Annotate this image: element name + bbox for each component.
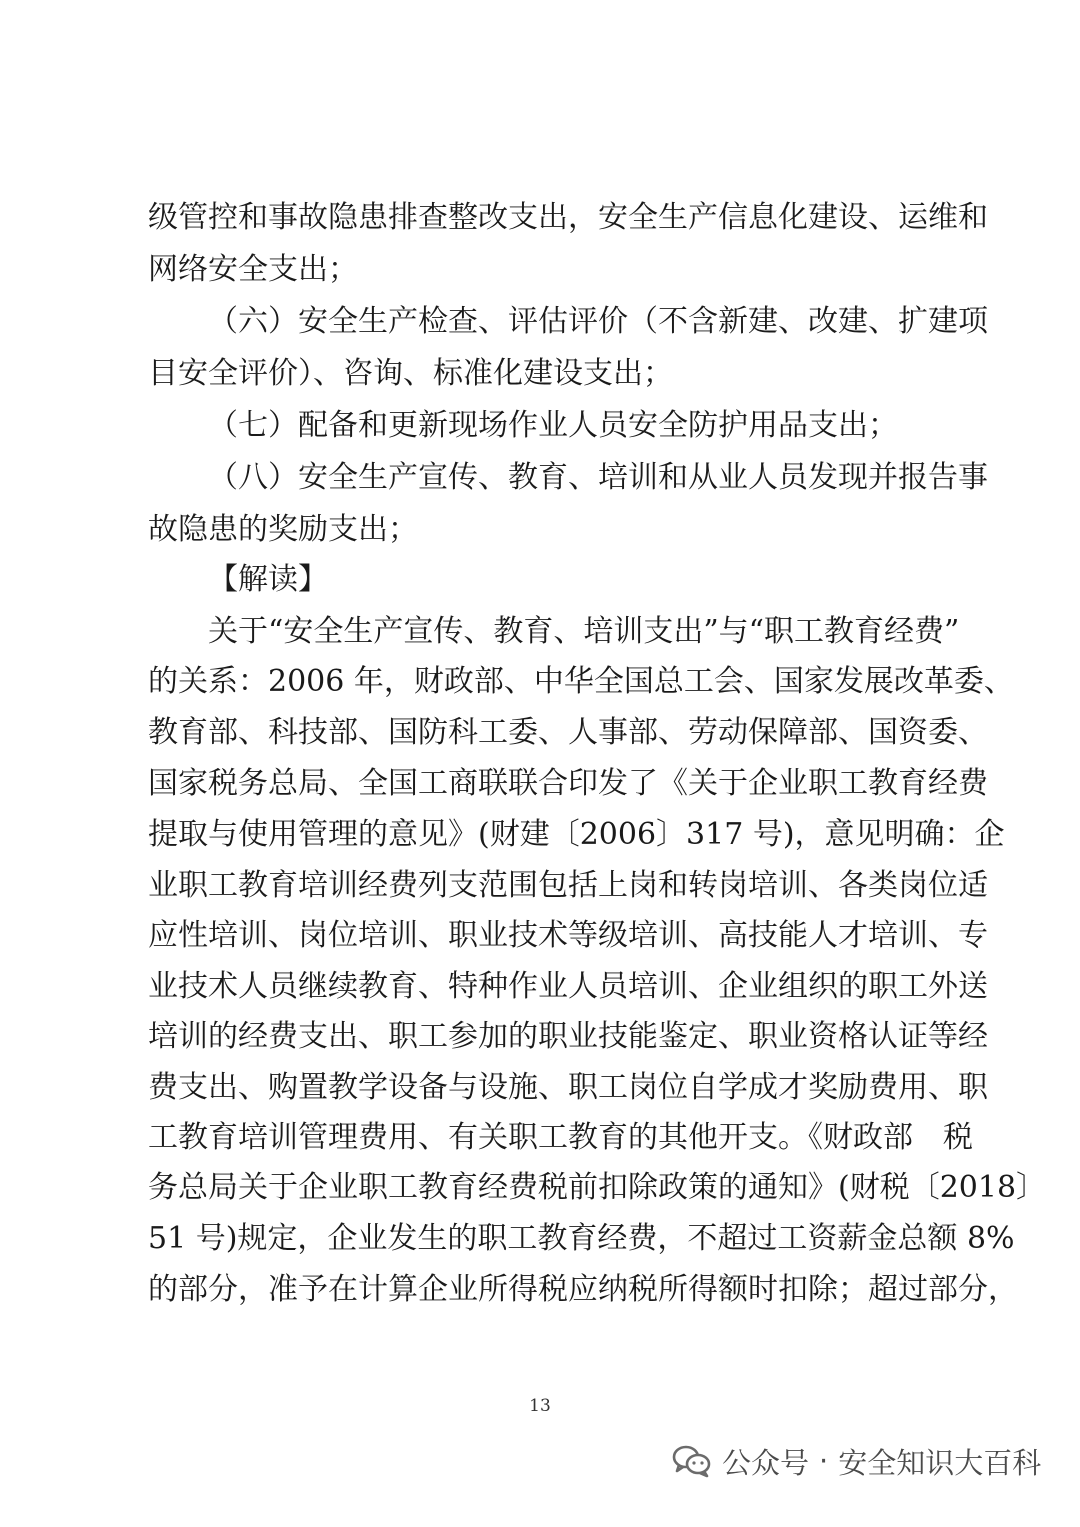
paragraph-line: 培训的经费支出、职工参加的职业技能鉴定、职业资格认证等经 <box>148 1019 988 1054</box>
paragraph-line: 提取与使用管理的意见》(财建〔2006〕317 号)，意见明确：企 <box>148 817 1005 852</box>
list-item-8: （八）安全生产宣传、教育、培训和从业人员发现并报告事 <box>208 460 988 495</box>
watermark-separator: · <box>819 1444 829 1478</box>
paragraph-line: 故隐患的奖励支出； <box>148 512 418 547</box>
paragraph-line: 费支出、购置教学设备与设施、职工岗位自学成才奖励费用、职 <box>148 1070 988 1105</box>
paragraph-line: 的关系：2006 年，财政部、中华全国总工会、国家发展改革委、 <box>148 664 1014 699</box>
page-number: 13 <box>529 1396 551 1416</box>
paragraph-line: 关于“安全生产宣传、教育、培训支出”与“职工教育经费” <box>208 614 960 649</box>
paragraph-line: 国家税务总局、全国工商联联合印发了《关于企业职工教育经费 <box>148 766 988 801</box>
watermark <box>672 1441 1041 1481</box>
watermark-prefix: 公众号 <box>722 1445 810 1480</box>
paragraph-line: 的部分，准予在计算企业所得税应纳税所得额时扣除；超过部分， <box>148 1272 1018 1307</box>
section-heading-interpretation: 【解读】 <box>208 562 328 597</box>
paragraph-line: 应性培训、岗位培训、职业技术等级培训、高技能人才培训、专 <box>148 918 988 953</box>
paragraph-line: 业职工教育培训经费列支范围包括上岗和转岗培训、各类岗位适 <box>148 868 988 903</box>
paragraph-line: 级管控和事故隐患排查整改支出，安全生产信息化建设、运维和 <box>148 200 988 235</box>
paragraph-line: 教育部、科技部、国防科工委、人事部、劳动保障部、国资委、 <box>148 715 988 750</box>
watermark-account-name: 安全知识大百科 <box>838 1445 1042 1480</box>
wechat-official-account-icon <box>672 1444 712 1478</box>
paragraph-line: 务总局关于企业职工教育经费税前扣除政策的通知》(财税〔2018〕 <box>148 1170 1047 1205</box>
list-item-6: （六）安全生产检查、评估评价（不含新建、改建、扩建项 <box>208 304 988 339</box>
paragraph-line: 目安全评价）、咨询、标准化建设支出； <box>148 356 673 391</box>
paragraph-line: 业技术人员继续教育、特种作业人员培训、企业组织的职工外送 <box>148 969 988 1004</box>
paragraph-line: 工教育培训管理费用、有关职工教育的其他开支。《财政部 税 <box>148 1120 973 1155</box>
paragraph-line: 51 号)规定，企业发生的职工教育经费，不超过工资薪金总额 8% <box>148 1221 1015 1256</box>
list-item-7: （七）配备和更新现场作业人员安全防护用品支出； <box>208 408 898 443</box>
paragraph-line: 网络安全支出； <box>148 252 358 287</box>
